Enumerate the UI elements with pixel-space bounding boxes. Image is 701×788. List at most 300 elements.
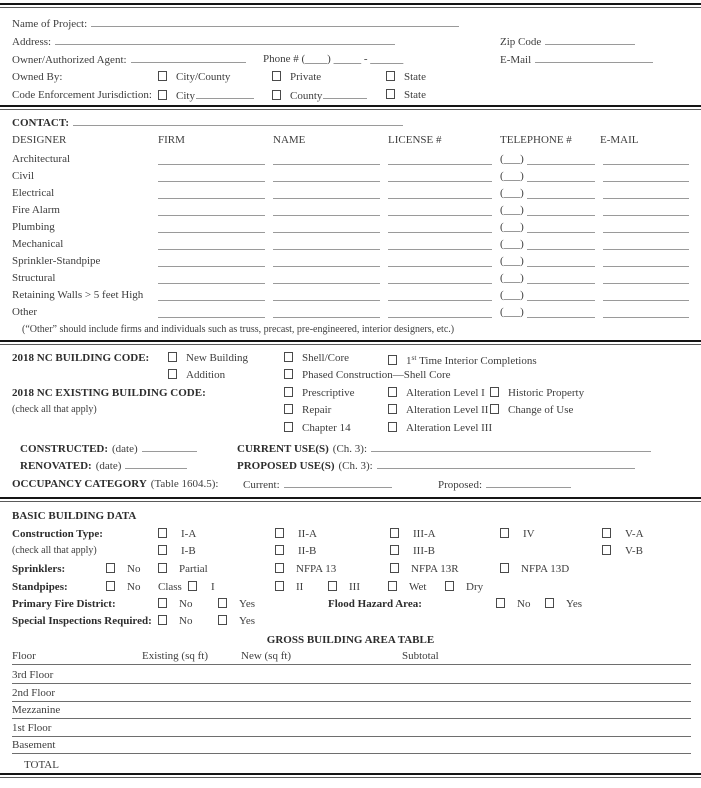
- checkbox-icon[interactable]: [188, 581, 197, 591]
- telephone-input[interactable]: [527, 305, 595, 318]
- designer-label: Sprinkler-Standpipe: [12, 255, 101, 267]
- license-input[interactable]: [388, 169, 492, 182]
- col-header-firm: FIRM: [158, 134, 185, 146]
- checkbox-icon[interactable]: [500, 528, 509, 538]
- designer-label: Retaining Walls > 5 feet High: [12, 289, 144, 301]
- contact-label: CONTACT:: [12, 117, 70, 129]
- checkbox-icon[interactable]: [218, 615, 227, 625]
- checkbox-label: I-B: [181, 545, 196, 557]
- checkbox-fire-district-yes[interactable]: [218, 597, 255, 611]
- designer-row: [0, 305, 701, 321]
- checkbox-special-yes[interactable]: [218, 614, 255, 628]
- owner-agent-label: Owner/Authorized Agent:: [12, 54, 127, 66]
- building-code-row1: [0, 351, 701, 367]
- zip-group: [500, 34, 635, 49]
- special-inspections-label: Special Inspections Required:: [12, 615, 152, 627]
- telephone-input[interactable]: [527, 203, 595, 216]
- checkbox-label: Addition: [186, 369, 226, 381]
- email-input[interactable]: [535, 52, 653, 63]
- designer-label: Electrical: [12, 187, 55, 199]
- telephone-prefix: (___): [500, 187, 524, 199]
- license-input[interactable]: [388, 271, 492, 284]
- col-header-telephone: TELEPHONE #: [500, 134, 572, 146]
- checkbox-label: Yes: [239, 598, 256, 610]
- telephone-prefix: (___): [500, 204, 524, 216]
- checkbox-change-of-use[interactable]: [490, 403, 573, 417]
- checkbox-label: State: [404, 89, 426, 101]
- project-name-input[interactable]: [91, 16, 459, 27]
- checkbox-icon[interactable]: [158, 615, 167, 625]
- area-table-row[interactable]: [12, 738, 691, 754]
- contact-row: [0, 115, 701, 131]
- checkbox-label: Dry: [466, 581, 484, 593]
- checkbox-repair[interactable]: [284, 403, 331, 417]
- fire-district-label: Primary Fire District:: [12, 598, 116, 610]
- checkbox-label: No: [179, 615, 193, 627]
- col-header-existing: Existing (sq ft): [142, 650, 208, 662]
- name-input[interactable]: [273, 305, 380, 318]
- col-header-designer: DESIGNER: [12, 134, 67, 146]
- section-divider: [0, 105, 701, 110]
- telephone-input[interactable]: [527, 152, 595, 165]
- jurisdiction-county-input[interactable]: [323, 88, 367, 99]
- firm-input[interactable]: [158, 186, 265, 199]
- renovated-date-input[interactable]: [125, 458, 187, 469]
- checkbox-icon[interactable]: [158, 528, 167, 538]
- checkbox-icon[interactable]: [445, 581, 454, 591]
- email-label: E-Mail: [500, 54, 532, 66]
- project-name-row: [0, 16, 701, 32]
- checkbox-special-no[interactable]: [158, 614, 192, 628]
- building-code-label: 2018 NC BUILDING CODE:: [12, 352, 150, 364]
- basic-data-title: BASIC BUILDING DATA: [12, 510, 137, 522]
- owned-by-label: Owned By:: [12, 71, 63, 83]
- construction-type-label: Construction Type:: [12, 528, 103, 540]
- checkbox-label: II-B: [298, 545, 317, 557]
- checkbox-label: Alteration Level II: [406, 404, 489, 416]
- checkbox-label: Yes: [239, 615, 256, 627]
- phone-field[interactable]: Phone # (____) _____ - ______: [263, 53, 404, 65]
- project-name-label: Name of Project:: [12, 18, 88, 30]
- checkbox-icon[interactable]: [158, 545, 167, 555]
- checkbox-icon[interactable]: [106, 563, 115, 573]
- floor-label: Basement: [12, 739, 56, 751]
- firm-input[interactable]: [158, 254, 265, 267]
- checkbox-icon[interactable]: [158, 563, 167, 573]
- area-table-row[interactable]: [12, 668, 691, 684]
- name-input[interactable]: [273, 152, 380, 165]
- constructed-label: CONSTRUCTED:: [20, 443, 109, 455]
- checkbox-icon[interactable]: [390, 545, 399, 555]
- checkbox-label: V-A: [625, 528, 644, 540]
- telephone-input[interactable]: [527, 186, 595, 199]
- designer-label: Other: [12, 306, 38, 318]
- address-input[interactable]: [55, 34, 395, 45]
- checkbox-alteration-3[interactable]: [388, 421, 492, 435]
- telephone-input[interactable]: [527, 271, 595, 284]
- other-note: (“Other” should include firms and individuals such as truss, precast, pre-engineered, interior designers, etc.): [22, 324, 455, 335]
- designer-row: [0, 271, 701, 287]
- occupancy-suffix: (Table 1604.5):: [150, 478, 219, 490]
- checkbox-fire-district-no[interactable]: [158, 597, 192, 611]
- checkbox-icon[interactable]: [275, 581, 284, 591]
- checkbox-owned-city-county[interactable]: [158, 70, 230, 84]
- occupancy-current-input[interactable]: [284, 477, 392, 488]
- firm-input[interactable]: [158, 271, 265, 284]
- checkbox-type-ia[interactable]: [158, 527, 196, 541]
- jurisdiction-label: Code Enforcement Jurisdiction:: [12, 89, 152, 101]
- telephone-prefix: (___): [500, 272, 524, 284]
- checkbox-label: I: [211, 581, 215, 593]
- special-inspections-row: [0, 614, 701, 630]
- license-input[interactable]: [388, 237, 492, 250]
- checkbox-label: No: [127, 563, 141, 575]
- checkbox-icon[interactable]: [284, 387, 293, 397]
- checkbox-jurisdiction-state[interactable]: [386, 88, 426, 102]
- checkbox-label: Prescriptive: [302, 387, 355, 399]
- checkbox-chapter-14[interactable]: [284, 421, 351, 435]
- renovated-label: RENOVATED:: [20, 460, 92, 472]
- checkbox-icon[interactable]: [388, 355, 397, 365]
- name-input[interactable]: [273, 220, 380, 233]
- existing-code-row3: [0, 421, 701, 437]
- designer-row: [0, 237, 701, 253]
- checkbox-icon[interactable]: [386, 71, 395, 81]
- telephone-prefix: (___): [500, 306, 524, 318]
- checkbox-label: Partial: [179, 563, 208, 575]
- checkbox-icon[interactable]: [602, 528, 611, 538]
- occupancy-proposed-input[interactable]: [486, 477, 571, 488]
- checkbox-type-ib[interactable]: [158, 544, 196, 558]
- checkbox-icon[interactable]: [218, 598, 227, 608]
- checkbox-type-vb[interactable]: [602, 544, 643, 558]
- checkbox-label: NFPA 13R: [411, 563, 459, 575]
- standpipes-class-label: Class: [158, 581, 182, 593]
- designer-row: [0, 203, 701, 219]
- proposed-use-group: [237, 458, 635, 473]
- renovated-row: [0, 458, 701, 474]
- checkbox-label: Alteration Level III: [406, 422, 493, 434]
- checkbox-icon[interactable]: [390, 528, 399, 538]
- superscript-st: st: [411, 353, 417, 362]
- designer-row: [0, 288, 701, 304]
- checkbox-icon[interactable]: [388, 581, 397, 591]
- checkbox-addition[interactable]: [168, 368, 225, 382]
- checkbox-sprinklers-partial[interactable]: [158, 562, 208, 576]
- checkbox-icon[interactable]: [158, 598, 167, 608]
- checkbox-owned-state[interactable]: [386, 70, 426, 84]
- firm-input[interactable]: [158, 288, 265, 301]
- col-header-license: LICENSE #: [388, 134, 442, 146]
- checkbox-icon[interactable]: [490, 387, 499, 397]
- checkbox-icon[interactable]: [386, 89, 395, 99]
- firm-input[interactable]: [158, 237, 265, 250]
- checkbox-icon[interactable]: [545, 598, 554, 608]
- checkbox-label: County: [290, 90, 323, 102]
- col-header-floor: Floor: [12, 650, 36, 662]
- project-name-group: [12, 16, 459, 31]
- email-input[interactable]: [603, 305, 689, 318]
- checkbox-icon[interactable]: [490, 404, 499, 414]
- jurisdiction-row: [0, 88, 701, 104]
- checkbox-label: No: [517, 598, 531, 610]
- license-input[interactable]: [388, 203, 492, 216]
- proposed-use-input[interactable]: [377, 458, 635, 469]
- address-row: [0, 34, 701, 50]
- existing-code-row2: [0, 403, 701, 419]
- email-input[interactable]: [603, 271, 689, 284]
- checkbox-label: Historic Property: [508, 387, 585, 399]
- floor-label: Mezzanine: [12, 704, 61, 716]
- checkbox-class-i[interactable]: [188, 580, 215, 594]
- checkbox-icon[interactable]: [328, 581, 337, 591]
- checkbox-label: III-A: [413, 528, 436, 540]
- license-input[interactable]: [388, 152, 492, 165]
- checkbox-label: I-A: [181, 528, 197, 540]
- checkbox-label: City: [176, 90, 195, 102]
- checkbox-icon[interactable]: [496, 598, 505, 608]
- checkbox-flood-yes[interactable]: [545, 597, 582, 611]
- checkbox-label: III-B: [413, 545, 435, 557]
- checkbox-wet[interactable]: [388, 580, 426, 594]
- name-input[interactable]: [273, 288, 380, 301]
- designer-label: Fire Alarm: [12, 204, 60, 216]
- occupancy-group: [12, 477, 218, 491]
- checkbox-label: No: [179, 598, 193, 610]
- designer-row: [0, 186, 701, 202]
- checkbox-class-ii[interactable]: [275, 580, 303, 594]
- owned-by-row: [0, 70, 701, 86]
- license-input[interactable]: [388, 288, 492, 301]
- construction-type-row1: [0, 527, 701, 543]
- occupancy-row: [0, 477, 701, 493]
- checkbox-icon[interactable]: [168, 369, 177, 379]
- area-table-header-row: [12, 649, 691, 665]
- checkbox-sprinklers-nfpa13d[interactable]: [500, 562, 569, 576]
- checkbox-label: IV: [523, 528, 535, 540]
- sprinklers-label: Sprinklers:: [12, 563, 66, 575]
- checkbox-owned-private[interactable]: [272, 70, 321, 84]
- email-input[interactable]: [603, 220, 689, 233]
- checkbox-icon[interactable]: [158, 71, 167, 81]
- license-input[interactable]: [388, 186, 492, 199]
- checkbox-icon[interactable]: [388, 404, 397, 414]
- jurisdiction-city-input[interactable]: [196, 88, 254, 99]
- area-table-row[interactable]: [12, 686, 691, 702]
- checkbox-type-iib[interactable]: [275, 544, 316, 558]
- occupancy-proposed-group: [438, 477, 571, 492]
- checkbox-icon[interactable]: [275, 528, 284, 538]
- owner-row: [0, 52, 701, 68]
- checkbox-icon[interactable]: [284, 369, 293, 379]
- renovated-group: [20, 458, 187, 473]
- sprinklers-row: [0, 562, 701, 578]
- checkbox-historic-property[interactable]: [490, 386, 584, 400]
- checkbox-label: Chapter 14: [302, 422, 351, 434]
- checkbox-label: NFPA 13: [296, 563, 337, 575]
- checkbox-sprinklers-nfpa13[interactable]: [275, 562, 336, 576]
- current-label: Current:: [243, 479, 280, 491]
- checkbox-new-building[interactable]: [168, 351, 248, 365]
- contact-group: [12, 115, 403, 130]
- checkbox-alteration-1[interactable]: [388, 386, 485, 400]
- checkbox-icon[interactable]: [158, 90, 167, 100]
- section-divider-top: [0, 3, 701, 8]
- checkbox-icon[interactable]: [272, 71, 281, 81]
- designer-row: [0, 254, 701, 270]
- standpipes-row: [0, 580, 701, 596]
- area-table-title: GROSS BUILDING AREA TABLE: [266, 634, 435, 646]
- checkbox-icon[interactable]: [500, 563, 509, 573]
- checkbox-icon[interactable]: [106, 581, 115, 591]
- checkbox-icon[interactable]: [388, 387, 397, 397]
- name-input[interactable]: [273, 254, 380, 267]
- checkbox-icon[interactable]: [284, 352, 293, 362]
- checkbox-icon[interactable]: [284, 422, 293, 432]
- telephone-input[interactable]: [527, 254, 595, 267]
- col-header-email: E-MAIL: [600, 134, 639, 146]
- checkbox-icon[interactable]: [272, 90, 281, 100]
- designer-label: Plumbing: [12, 221, 55, 233]
- name-input[interactable]: [273, 271, 380, 284]
- checkbox-first-time-interior[interactable]: [388, 351, 537, 368]
- checkbox-label: NFPA 13D: [521, 563, 570, 575]
- email-input[interactable]: [603, 237, 689, 250]
- checkbox-label: Private: [290, 71, 322, 83]
- name-input[interactable]: [273, 169, 380, 182]
- telephone-prefix: (___): [500, 153, 524, 165]
- proposed-label: Proposed:: [438, 479, 482, 491]
- license-input[interactable]: [388, 254, 492, 267]
- checkbox-class-iii[interactable]: [328, 580, 360, 594]
- telephone-input[interactable]: [527, 169, 595, 182]
- designer-label: Structural: [12, 272, 56, 284]
- checkbox-icon[interactable]: [388, 422, 397, 432]
- checkbox-label: II: [296, 581, 304, 593]
- checkbox-label: 1st Time Interior Completions: [406, 353, 537, 367]
- floor-label: 1st Floor: [12, 721, 52, 734]
- firm-input[interactable]: [158, 220, 265, 233]
- checkbox-type-iiia[interactable]: [390, 527, 436, 541]
- checkbox-icon[interactable]: [275, 563, 284, 573]
- email-input[interactable]: [603, 254, 689, 267]
- checkbox-prescriptive[interactable]: [284, 386, 355, 400]
- designer-label: Civil: [12, 170, 35, 182]
- ch3-suffix: (Ch. 3):: [332, 443, 368, 455]
- checkbox-sprinklers-no[interactable]: [106, 562, 140, 576]
- checkbox-jurisdiction-city[interactable]: [158, 88, 254, 103]
- checkbox-type-iv[interactable]: [500, 527, 535, 541]
- checkbox-label: State: [404, 71, 426, 83]
- constructed-row: [0, 441, 701, 457]
- designer-row: [0, 169, 701, 185]
- checkbox-icon[interactable]: [168, 352, 177, 362]
- name-input[interactable]: [273, 186, 380, 199]
- firm-input[interactable]: [158, 169, 265, 182]
- check-all-note: (check all that apply): [12, 404, 97, 415]
- address-label: Address:: [12, 36, 52, 48]
- license-input[interactable]: [388, 305, 492, 318]
- current-use-group: [237, 441, 651, 456]
- telephone-input[interactable]: [527, 220, 595, 233]
- checkbox-sprinklers-nfpa13r[interactable]: [390, 562, 459, 576]
- owner-agent-input[interactable]: [131, 52, 246, 63]
- telephone-prefix: (___): [500, 255, 524, 267]
- area-table-row[interactable]: [12, 721, 691, 737]
- email-input[interactable]: [603, 203, 689, 216]
- basic-data-title-row: [0, 509, 701, 525]
- col-header-name: NAME: [273, 134, 306, 146]
- contact-input[interactable]: [73, 115, 403, 126]
- checkbox-icon[interactable]: [602, 545, 611, 555]
- zip-code-label: Zip Code: [500, 36, 542, 48]
- occupancy-label: OCCUPANCY CATEGORY: [12, 478, 147, 490]
- designer-label: Architectural: [12, 153, 71, 165]
- constructed-date-input[interactable]: [142, 441, 197, 452]
- checkbox-label: II-A: [298, 528, 317, 540]
- telephone-input[interactable]: [527, 288, 595, 301]
- current-use-input[interactable]: [371, 441, 651, 452]
- name-input[interactable]: [273, 203, 380, 216]
- email-input[interactable]: [603, 186, 689, 199]
- checkbox-dry[interactable]: [445, 580, 483, 594]
- firm-input[interactable]: [158, 152, 265, 165]
- checkbox-icon[interactable]: [390, 563, 399, 573]
- telephone-prefix: (___): [500, 170, 524, 182]
- designer-row: [0, 152, 701, 168]
- area-table-row[interactable]: [12, 703, 691, 719]
- checkbox-type-iia[interactable]: [275, 527, 317, 541]
- firm-input[interactable]: [158, 305, 265, 318]
- checkbox-alteration-2[interactable]: [388, 403, 488, 417]
- checkbox-label: City/County: [176, 71, 231, 83]
- contact-note-row: [0, 323, 701, 339]
- email-group: [500, 52, 653, 67]
- designer-row: [0, 220, 701, 236]
- checkbox-standpipes-no[interactable]: [106, 580, 140, 594]
- firm-input[interactable]: [158, 203, 265, 216]
- section-divider-bottom: [0, 773, 701, 778]
- telephone-input[interactable]: [527, 237, 595, 250]
- existing-code-row1: [0, 386, 701, 402]
- checkbox-flood-no[interactable]: [496, 597, 530, 611]
- floor-label: 3rd Floor: [12, 669, 54, 681]
- constructed-group: [20, 441, 197, 456]
- existing-code-label: 2018 NC EXISTING BUILDING CODE:: [12, 387, 206, 399]
- checkbox-phased-construction[interactable]: [284, 368, 451, 382]
- checkbox-label: No: [127, 581, 141, 593]
- zip-code-input[interactable]: [545, 34, 635, 45]
- designer-label: Mechanical: [12, 238, 64, 250]
- contact-header-row: [0, 133, 701, 149]
- checkbox-type-va[interactable]: [602, 527, 644, 541]
- construction-type-row2: [0, 544, 701, 560]
- license-input[interactable]: [388, 220, 492, 233]
- name-input[interactable]: [273, 237, 380, 250]
- email-input[interactable]: [603, 152, 689, 165]
- checkbox-icon[interactable]: [284, 404, 293, 414]
- checkbox-label: Wet: [409, 581, 427, 593]
- checkbox-label: V-B: [625, 545, 643, 557]
- email-input[interactable]: [603, 288, 689, 301]
- checkbox-label: Yes: [566, 598, 583, 610]
- checkbox-type-iiib[interactable]: [390, 544, 435, 558]
- fire-district-row: [0, 597, 701, 613]
- checkbox-icon[interactable]: [275, 545, 284, 555]
- checkbox-shell-core[interactable]: [284, 351, 349, 365]
- checkbox-jurisdiction-county[interactable]: [272, 88, 367, 103]
- email-input[interactable]: [603, 169, 689, 182]
